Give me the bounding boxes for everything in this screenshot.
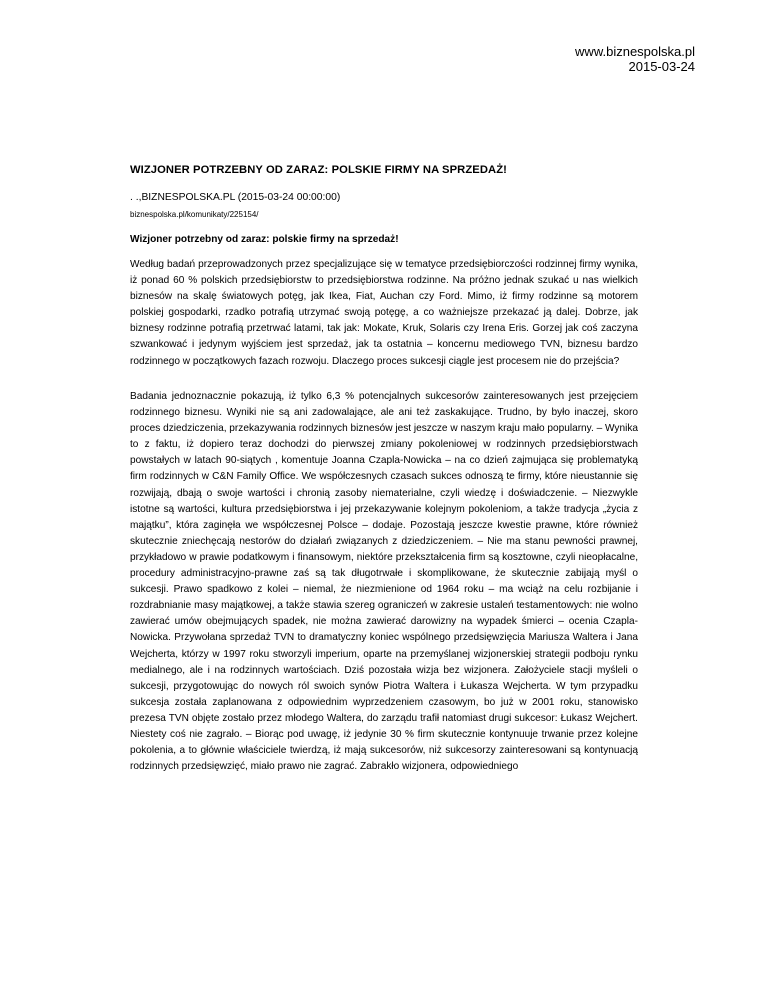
article-url: biznespolska.pl/komunikaty/225154/ (130, 210, 259, 219)
header-date: 2015-03-24 (628, 59, 695, 74)
page-header (575, 44, 695, 74)
article-subtitle: Wizjoner potrzebny od zaraz: polskie firmy na sprzedaż! (130, 234, 399, 245)
article-title: WIZJONER POTRZEBNY OD ZARAZ: POLSKIE FIRMY NA SPRZEDAŻ! (130, 164, 507, 176)
article-paragraph: Badania jednoznacznie pokazują, iż tylko 6,3 % potencjalnych sukcesorów zainteresowanych jest przejęciem rodzinnego biznesu. Wyniki nie są ani zadowalające, ale ani też zaskakujące. Trudno, by było inaczej, skoro proces dziedziczenia, przekazywania rodzinnych biznesów jest jeszcze w naszym kraju mało popularny. – Wynika to z faktu, iż dopiero teraz dochodzi do pierwszej zmiany pokoleniowej w rodzinnych przedsiębiorstwach powstałych w latach 90-siątych , komentuje Joanna Czapla-Nowicka – na co dzień zajmująca się problematyką firm rodzinnych w C&N Family Office. We współczesnych czasach sukces odnoszą te firmy, które nieustannie się rozwijają, dbają o swoje wartości i chronią zasoby niematerialne, czyli wiedzę i doświadczenie. – Niezwykle istotne są wartości, kultura przedsiębiorstwa i jej przekazywanie kolejnym pokoleniom, a także tradycja „życia z majątku”, która zaginęła we współczesnej Polsce – dodaje. Pozostają jeszcze kwestie prawne, które również skutecznie zniechęcają nestorów do działań związanych z dziedziczeniem. – Nie ma stanu pewności prawnej, przykładowo w prawie podatkowym i finansowym, niektóre przekształcenia firm są kosztowne, czyli nieopłacalne, procedury administracyjno-prawne zaś są tak długotrwałe i skomplikowane, że skutecznie zabijają myśl o sukcesji. Prawo spadkowo z kolei – niemal, że niezmienione od 1964 roku – ma wciąż na celu rozbijanie i rozdrabnianie masy majątkowej, a także stawia szereg ograniczeń w zakresie ustaleń testamentowych: nie wolno zawierać umów obejmujących spadek, nie można zawierać darowizny na wypadek śmierci – ocenia Czapla-Nowicka. Przywołana sprzedaż TVN to dramatyczny koniec wspólnego przedsięwzięcia Mariusza Waltera i Jana Wejcherta, którzy w 1997 roku stworzyli imperium, oparte na przemyślanej wizjonerskiej strategii podboju rynku medialnego, ale i na rodzinnych wartościach. Dziś pozostała wizja bez wizjonera. Założyciele stacji myśleli o sukcesji, przygotowując do nowych ról swoich synów Piotra Waltera i Łukasza Wejcherta. W tym przypadku sukcesja została zaplanowana z odpowiednim wyprzedzeniem czasowym, bo już w 2001 roku, stanowisko prezesa TVN objęte zostało przez młodego Waltera, do zarządu trafił natomiast drugi sukcesor: Łukasz Wejchert. Niestety coś nie zagrało. – Biorąc pod uwagę, iż jedynie 30 % firm skutecznie kontynuuje trwanie przez kolejne pokolenia, a to głównie właściciele twierdzą, iż mają sukcesorów, niż sukcesorzy zainteresowani są kontynuacją rodzinnych przedsięwzięć, miało prawo nie zagrać. Zabrakło wizjonera, odpowiedniego (130, 391, 638, 773)
source-line: . .,BIZNESPOLSKA.PL (2015-03-24 00:00:00) (130, 192, 341, 203)
article-paragraph: Według badań przeprowadzonych przez specjalizujące się w tematyce przedsiębiorczości rodzinnej firmy wynika, iż ponad 60 % polskich przedsiębiorstw to przedsiębiorstwa rodzinne. Na próżno jednak szukać u nas wielkich biznesów na skalę światowych potęg, jak Ikea, Fiat, Auchan czy Ford. Mimo, iż firmy rodzinne są motorem polskiej gospodarki, rzadko potrafią utrzymać swoją potęgę, a co ważniejsze przekazać ją dalej. Dobrze, jak biznesy rodzinne potrafią przetrwać latami, tak jak: Mokate, Kruk, Solaris czy Irena Eris. Gorzej jak coś zaczyna szwankować i jedynym wyjściem jest sprzedaż, jak ta ostatnia – koncernu mediowego TVN, biznesu bardzo rodzinnego w początkowych fazach rozwoju. Dlaczego proces sukcesji ciągle jest procesem nie do przejścia? (130, 259, 638, 367)
site-name: www.biznespolska.pl (575, 44, 695, 59)
